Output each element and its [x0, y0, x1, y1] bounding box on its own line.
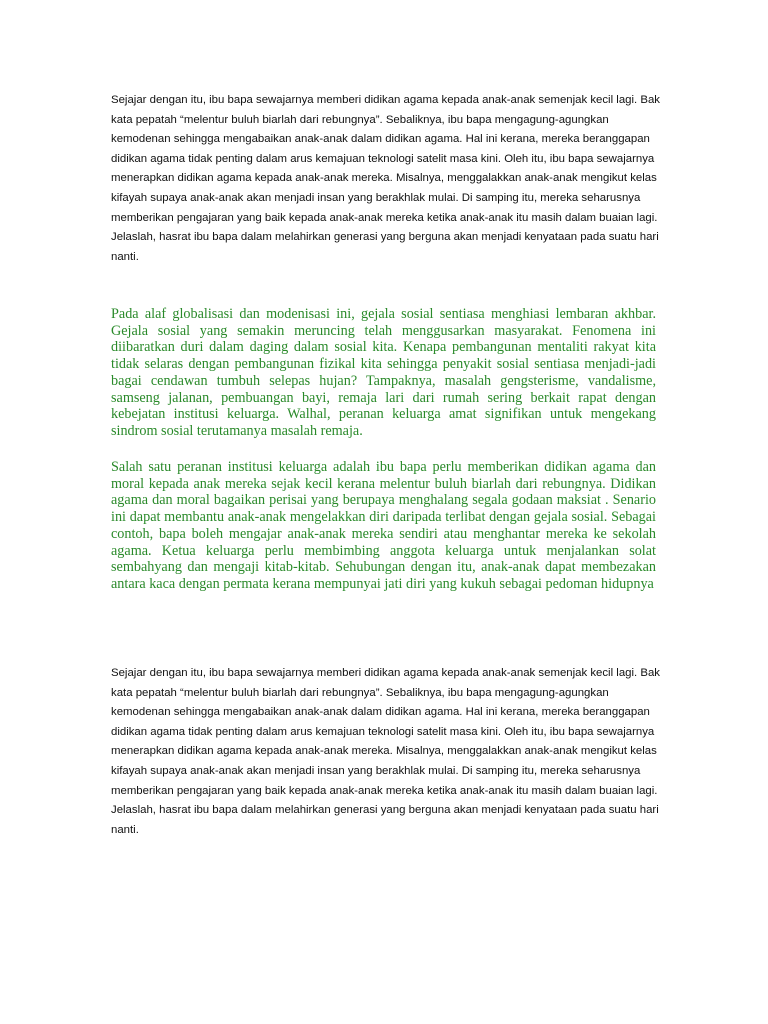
paragraph-parental-religious-education: Sejajar dengan itu, ibu bapa sewajarnya memberi didikan agama kepada anak-anak semenjak kecil lagi. Bak kata pepatah “melentur buluh biarlah dari rebungnya”. Sebaliknya, ibu bapa mengagung-agungkan kemodenan sehingga mengabaikan anak-anak dalam didikan agama. Hal ini kerana, mereka beranggapan didikan agama tidak penting dalam arus kemajuan teknologi satelit masa kini. Oleh itu, ibu bapa sewajarnya menerapkan didikan agama kepada anak-anak mereka. Misalnya, menggalakkan anak-anak mengikut kelas kifayah supaya anak-anak akan menjadi insan yang berakhlak mulai. Di samping itu, mereka seharusnya memberikan pengajaran yang baik kepada anak-anak mereka ketika anak-anak itu masih dalam buaian lagi. Jelaslah, hasrat ibu bapa dalam melahirkan generasi yang berguna akan menjadi kenyataan pada suatu hari nanti.: [111, 94, 660, 263]
paragraph-family-institution-role: Salah satu peranan institusi keluarga adalah ibu bapa perlu memberikan didikan agama dan moral kepada anak mereka sejak kecil kerana melentur buluh biarlah dari rebungnya. Didikan agama dan moral bagaikan perisai yang berupaya menghalang segala godaan maksiat . Senario ini dapat membantu anak-anak mengelakkan diri daripada terlibat dengan gejala sosial. Sebagai contoh, bapa boleh mengajar anak-anak mereka sendiri atau menghantar mereka ke sekolah agama. Ketua keluarga perlu membimbing anggota keluarga untuk menjalankan solat sembahyang dan mengaji kitab-kitab. Sehubungan dengan itu, anak-anak dapat membezakan antara kaca dengan permata kerana mempunyai jati diri yang kukuh sebagai pedoman hidupnya: [111, 459, 656, 592]
paragraph-social-issues: Pada alaf globalisasi dan modenisasi ini, gejala sosial sentiasa menghiasi lembaran akhbar. Gejala sosial yang semakin meruncing telah menggusarkan masyarakat. Fenomena ini diibaratkan duri dalam daging dalam sosial kita. Kenapa pembangunan mentaliti rakyat kita tidak selaras dengan pembangunan fizikal kita sehingga penyakit sosial sentiasa menjadi-jadi bagai cendawan tumbuh selepas hujan? Tampaknya, masalah gengsterisme, vandalisme, samseng jalanan, pembuangan bayi, remaja lari dari rumah sering berkait rapat dengan kebejatan institusi keluarga. Walhal, peranan keluarga amat signifikan untuk mengekang sindrom sosial terutamanya masalah remaja.: [111, 306, 656, 439]
paragraph-parental-religious-education-repeat: Sejajar dengan itu, ibu bapa sewajarnya memberi didikan agama kepada anak-anak semenjak kecil lagi. Bak kata pepatah “melentur buluh biarlah dari rebungnya”. Sebaliknya, ibu bapa mengagung-agungkan kemodenan sehingga mengabaikan anak-anak dalam didikan agama. Hal ini kerana, mereka beranggapan didikan agama tidak penting dalam arus kemajuan teknologi satelit masa kini. Oleh itu, ibu bapa sewajarnya menerapkan didikan agama kepada anak-anak mereka. Misalnya, menggalakkan anak-anak mengikut kelas kifayah supaya anak-anak akan menjadi insan yang berakhlak mulai. Di samping itu, mereka seharusnya memberikan pengajaran yang baik kepada anak-anak mereka ketika anak-anak itu masih dalam buaian lagi. Jelaslah, hasrat ibu bapa dalam melahirkan generasi yang berguna akan menjadi kenyataan pada suatu hari nanti.: [111, 667, 660, 836]
